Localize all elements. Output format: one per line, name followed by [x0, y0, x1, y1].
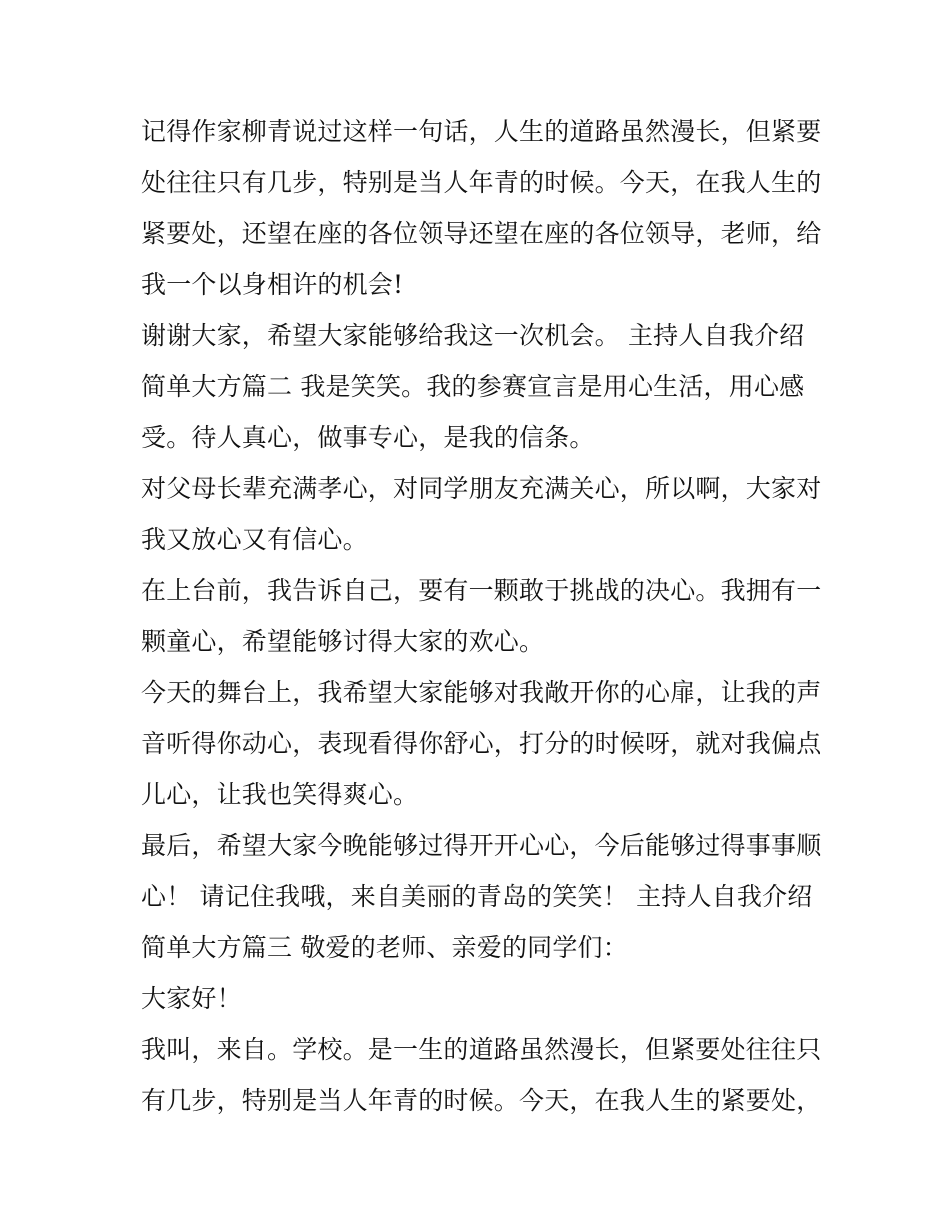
- text-line: 我叫，来自。学校。是一生的道路虽然漫长，但紧要处往往只: [141, 1035, 822, 1064]
- text-line: 处往往只有几步，特别是当人年青的时候。今天，在我人生的: [141, 168, 822, 197]
- text-line: 受。待人真心，做事专心，是我的信条。: [141, 423, 595, 452]
- text-line: 最后，希望大家今晚能够过得开开心心，今后能够过得事事顺: [141, 831, 822, 860]
- text-line: 颗童心，希望能够讨得大家的欢心。: [141, 627, 545, 656]
- text-line: 简单大方篇二 我是笑笑。我的参赛宣言是用心生活，用心感: [141, 372, 805, 401]
- document-body: [141, 106, 821, 1126]
- text-line: 简单大方篇三 敬爱的老师、亲爱的同学们：: [141, 933, 628, 962]
- text-line: 有几步，特别是当人年青的时候。今天，在我人生的紧要处，: [141, 1086, 822, 1115]
- text-line: 记得作家柳青说过这样一句话，人生的道路虽然漫长，但紧要: [141, 117, 822, 146]
- text-line: 在上台前，我告诉自己，要有一颗敢于挑战的决心。我拥有一: [141, 576, 822, 605]
- text-line: 音听得你动心，表现看得你舒心，打分的时候呀，就对我偏点: [141, 729, 822, 758]
- text-line: 谢谢大家，希望大家能够给我这一次机会。 主持人自我介绍: [141, 321, 805, 350]
- text-line: 对父母长辈充满孝心，对同学朋友充满关心，所以啊，大家对: [141, 474, 822, 503]
- text-line: 今天的舞台上，我希望大家能够对我敞开你的心扉，让我的声: [141, 678, 822, 707]
- text-line: 我一个以身相许的机会!: [141, 270, 404, 299]
- text-line: 儿心，让我也笑得爽心。: [141, 780, 419, 809]
- text-line: 紧要处，还望在座的各位领导还望在座的各位领导，老师，给: [141, 219, 822, 248]
- text-line: 大家好！: [141, 984, 242, 1013]
- text-line: 我又放心又有信心。: [141, 525, 368, 554]
- text-line: 心！ 请记住我哦，来自美丽的青岛的笑笑！ 主持人自我介绍: [141, 882, 813, 911]
